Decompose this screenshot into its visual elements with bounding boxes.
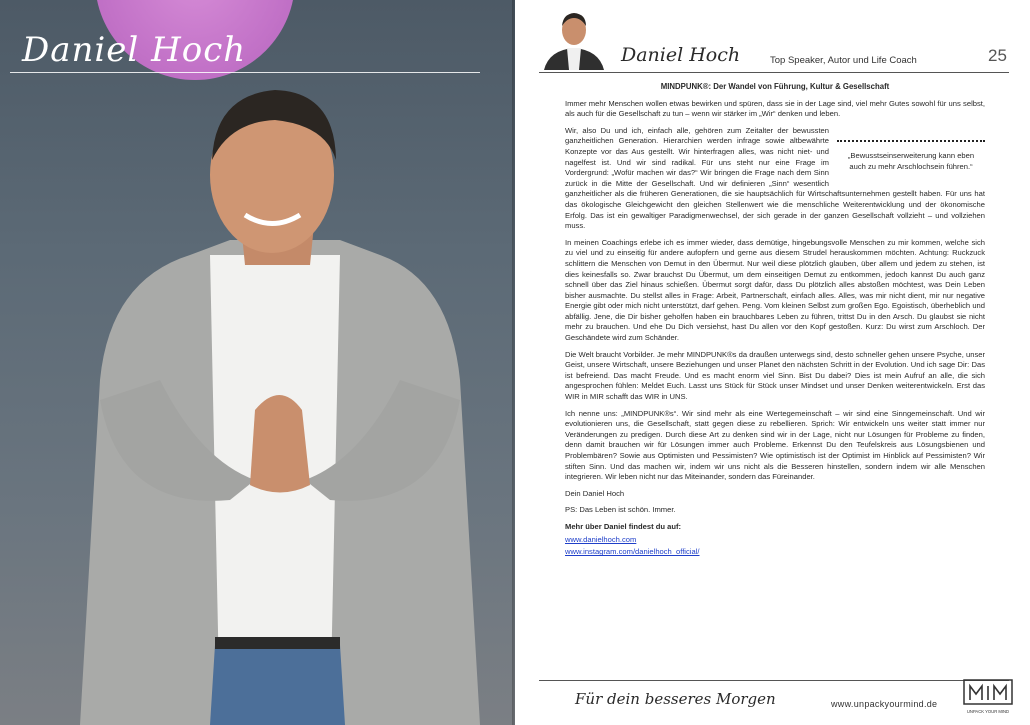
- paragraph-5: Ich nenne uns: „MINDPUNK®s“. Wir sind mehr als eine Wertegemeinschaft – wir sind eine Sinngemeinschaft. Und wir evolutionieren uns, die Gesellschaft, statt gegen diese zu rebellieren. Sprich: Wir entwickeln uns weiter statt immer nur Veränderungen zu predigen. Durch diese Art zu denken sind wir in der Lage, nicht nur Lösungen für Probleme zu finden, denn damit brauchen wir für Lösungen immer auch Probleme. Erkennst Du den Teufelskreis aus Lösungsbienen und Problembären? Sowie aus Optimisten und Pessimisten? Wie optimistisch ist der Optimist im Hinblick auf Pessimisten? Wir stiften Sinn. Und das machen wir, indem wir uns nicht als die Besseren hinstellen, sondern indem wir alle Menschen integrieren. Wir leben nicht nur das Miteinander, sondern das Füreinander.: [565, 408, 985, 482]
- instagram-link[interactable]: www.instagram.com/danielhoch_official/: [565, 547, 700, 557]
- header-signature: Daniel Hoch: [621, 44, 741, 66]
- quote-dotted-rule-top: [837, 140, 985, 142]
- logo-text: UNPACK YOUR MIND: [966, 709, 1010, 714]
- paragraph-2-with-quote: [565, 126, 985, 232]
- paragraph-3: In meinen Coachings erlebe ich es immer wieder, dass demütige, hingebungsvolle Menschen zu mir kommen, welche sich zu viel und zu einseitig für andere aufopfern und gerne aus diesem Strudel herauskommen möchten. Achtung: Ruckzuck schlittern die Menschen von Demut in den Übermut. Nur weil diese plötzlich glauben, über allem und jedem zu stehen, ist dies keinesfalls so. Zwar brauchst Du Übermut, um dem einseitigen Demut zu entkommen, jedoch kannst Du auch ganz schnell über das Ziel hinaus schießen. Übermut sorgt dafür, dass Du plötzlich alles abstoßen möchtest, was Dein Leben bisher ausmachte. Du stellst alles in Frage: Arbeit, Partnerschaft, einfach alles. Alles, was mir nicht dient, mir nur negative Energie gibt oder mich nicht unterstützt, darf gehen. Peng. Vom kleinen Selbst zum großen Ego. Egoistisch, überheblich und abfällig. Jene, die Dir bisher geholfen haben ein brauchbares Leben zu führen, trittst Du in den Arsch. Du glaubst sie nicht mehr zu brauchen. Und ehe Du Dich versiehst, hast Du allen vor den Kopf gestoßen. Kurz: Du wirst zum Arschloch. Der Geschändete wird zum Schänder.: [565, 237, 985, 343]
- unpack-your-mind-logo: [962, 678, 1014, 718]
- footer-signature: Für dein besseres Morgen: [575, 690, 776, 708]
- paragraph-2: Wir, also Du und ich, einfach alle, gehören zum Zeitalter der bewussten ganzheitlichen Generation. Hierarchien werden infrage sowie altbewährte Konzepte vor das Aus gestellt. Wir hinterfragen alles, was nicht niet- und nagelfest ist. Und wir sind radikal. Für uns steht nur eine Frage im Vordergrund: „Wofür machen wir das?“ Wir bringen die Frage nach dem Sinn zurück in die Mitte der Gesellschaft. Und wir definieren „Sinn“ wesentlich ganzheitlicher als die früheren Generationen, die sie hauptsächlich für Wirtschaftsunternehmen gestellt haben. Für uns hat das ökologische Gleichgewicht den gleichen Stellenwert wie die menschliche Weiterentwicklung und der ökonomische Erfolg. Das ist ein gewaltiger Paradigmenwechsel, der sich gerade in der ganzen Gesellschaft vollzieht – und vollziehen muss.: [565, 125, 985, 231]
- speaker-photo: [40, 80, 500, 725]
- website-link[interactable]: www.danielhoch.com: [565, 534, 637, 544]
- postscript: PS: Das Leben ist schön. Immer.: [565, 505, 676, 515]
- closing: Dein Daniel Hoch: [565, 488, 625, 498]
- article-title: MINDPUNK®: Der Wandel von Führung, Kultur & Gesellschaft: [660, 82, 890, 91]
- left-signature: Daniel Hoch: [22, 30, 247, 70]
- footer-url: www.unpackyourmind.de: [831, 699, 938, 709]
- pull-quote: [837, 138, 985, 176]
- page-number: 25: [988, 46, 1007, 65]
- pull-quote-text: „Bewusstseinserweiterung kann eben auch zu mehr Arschlochsein führen.“: [847, 150, 975, 171]
- header-subtitle: Top Speaker, Autor und Life Coach: [770, 55, 917, 66]
- article-content: [565, 82, 985, 560]
- paragraph-1: Immer mehr Menschen wollen etwas bewirken und spüren, dass sie in der Lage sind, viel mehr Gutes sowohl für uns selbst, als auch für die Gesellschaft zu tun – wenn wir stärker im „Wir“ denken und leben.: [565, 98, 985, 119]
- more-heading: Mehr über Daniel findest du auf:: [565, 521, 682, 531]
- paragraph-4: Die Welt braucht Vorbilder. Je mehr MINDPUNK®s da draußen unterwegs sind, desto schneller gehen unsere Psyche, unser Geist, unsere Wirtschaft, unsere Beziehungen und unser Planet den nächsten Schritt in der Evolution. Und ich sage Dir: Das ist befreiend. Das macht Freude. Und es macht enorm viel Sinn. Bist Du dabei? Dies ist mein Aufruf an alle, die sich angesprochen fühlen: Meldet Euch. Lasst uns Stück für Stück unser Mindset und unser Denken weiterentwickeln. Erst das WIR in MIR schafft das WIR in UNS.: [565, 349, 985, 402]
- author-avatar: [539, 6, 609, 70]
- signature-underline: [10, 72, 480, 73]
- header-rule: [539, 72, 1009, 73]
- footer-rule: [539, 680, 1009, 681]
- right-page: [515, 0, 1030, 725]
